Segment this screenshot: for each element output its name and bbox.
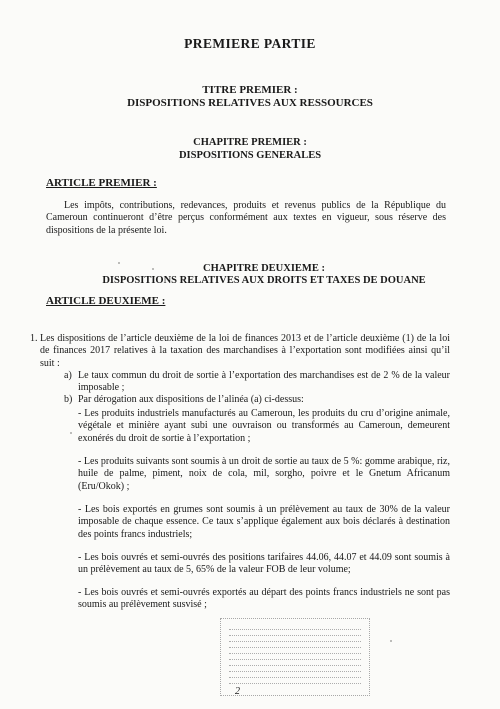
item1-text: Les dispositions de l’article deuxième de la loi de finances 2013 et de l’article deuxième (1) de la loi de finances 2017 relatives à la taxation des marchandises à l’exportation sont modifiées ainsi qu’il suit :	[40, 333, 450, 369]
article1-heading: ARTICLE PREMIER :	[46, 177, 157, 189]
scan-speck	[390, 640, 392, 642]
title-heading: TITRE PREMIER :	[202, 84, 298, 96]
article1-text: Les impôts, contributions, redevances, produits et revenus publics de la République du Cameroun continueront d’être perçus conformément aux textes en vigueur, sous réserve des dispositions de la présente loi.	[46, 200, 446, 236]
chapter2-subheading: DISPOSITIONS RELATIVES AUX DROITS ET TAXES DE DOUANE	[102, 275, 426, 286]
item-a-text: Le taux commun du droit de sortie à l’exportation des marchandises est de 2 % de la valeur imposable ;	[78, 370, 450, 394]
certification-stamp	[220, 618, 370, 696]
chapter2-heading: CHAPITRE DEUXIEME :	[203, 263, 325, 274]
list-item: - Les bois exportés en grumes sont soumis à un prélèvement au taux de 30% de la valeur imposable de chaque essence. Ce taux s’applique également aux bois déclarés à destination des points francs industriels;	[78, 504, 450, 540]
item-a-label: a)	[64, 370, 72, 381]
scan-speck	[70, 432, 72, 434]
chapter1-subheading: DISPOSITIONS GENERALES	[178, 150, 322, 161]
list-item: - Les bois ouvrés et semi-ouvrés des positions tarifaires 44.06, 44.07 et 44.09 sont soumis à un prélèvement au taux de 5, 65% de la valeur FOB de leur volume;	[78, 552, 450, 576]
part-title: PREMIERE PARTIE	[184, 36, 316, 51]
scan-speck	[152, 268, 154, 270]
item1-number: 1.	[30, 333, 38, 344]
article2-heading: ARTICLE DEUXIEME :	[46, 295, 166, 307]
list-item: - Les produits industriels manufacturés au Cameroun, les produits du cru d’origine animale, végétale et minière ayant subi une ouvraison ou transformés au Cameroun, demeurent exonérés du droit de sortie à l’exportation ;	[78, 408, 450, 444]
stamp-text-lines	[229, 625, 361, 689]
item-b-text: Par dérogation aux dispositions de l’alinéa (a) ci-dessus:	[78, 394, 304, 405]
item-b-label: b)	[64, 394, 73, 405]
title-subheading: DISPOSITIONS RELATIVES AUX RESSOURCES	[127, 97, 373, 109]
list-item: - Les produits suivants sont soumis à un droit de sortie au taux de 5 %: gomme arabique, riz, huile de palme, piment, noix de cola, mil, sorgho, poivre et le Gnetum Africanum (Eru/Okok) ;	[78, 456, 450, 492]
chapter1-heading: CHAPITRE PREMIER :	[193, 137, 307, 148]
scan-speck	[118, 262, 120, 264]
list-item: - Les bois ouvrés et semi-ouvrés exportés au départ des points francs industriels ne sont pas soumis au prélèvement susvisé ;	[78, 587, 450, 611]
page-number: 2	[235, 686, 240, 697]
